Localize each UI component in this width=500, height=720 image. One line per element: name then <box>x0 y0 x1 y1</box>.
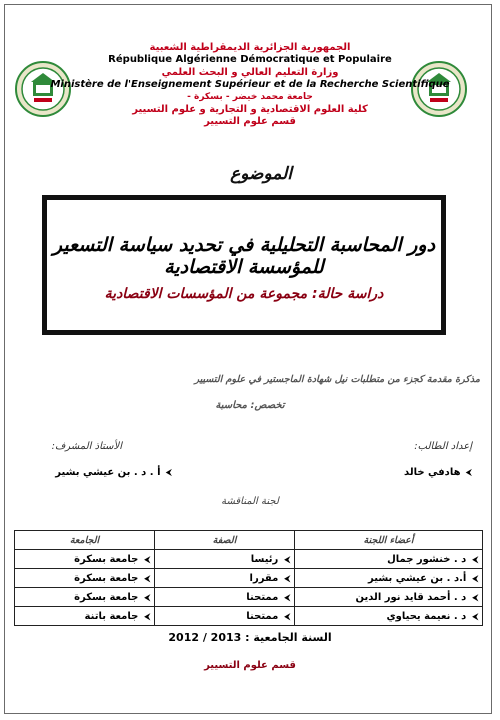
supervisor-label: الأستاذ المشرف: <box>51 441 122 452</box>
jury-cell <box>155 569 295 588</box>
jury-header-role: الصفة <box>155 531 295 550</box>
jury-cell <box>295 588 483 607</box>
arrow-left-icon: ⮜ <box>284 611 290 621</box>
student-block <box>312 460 472 479</box>
title-frame <box>42 195 446 335</box>
arrow-left-icon: ⮜ <box>144 611 150 621</box>
jury-table <box>14 530 483 626</box>
header-republic-french: République Algérienne Démocratique et Populaire <box>108 54 392 65</box>
jury-cell <box>295 607 483 626</box>
jury-university: جامعة بسكرة <box>74 553 139 565</box>
specialty: تخصص: محاسبة <box>215 400 285 411</box>
arrow-left-icon: ⮜ <box>144 592 150 602</box>
jury-cell <box>155 607 295 626</box>
jury-header-university: الجامعة <box>15 531 155 550</box>
table-row <box>15 569 483 588</box>
arrow-left-icon: ⮜ <box>284 554 290 564</box>
jury-university: جامعة باتنة <box>84 610 139 622</box>
jury-cell <box>15 607 155 626</box>
subject-label: الموضوع <box>230 164 292 184</box>
jury-member: د . أحمد قايد نور الدين <box>355 591 467 603</box>
table-row <box>15 607 483 626</box>
header-republic-arabic: الجمهورية الجزائرية الديمقراطية الشعبية <box>149 42 351 53</box>
footer-department: قسم علوم التسيير <box>204 660 296 671</box>
jury-member: د . نعيمة يحياوي <box>386 610 467 622</box>
student-label: إعداد الطالب: <box>414 441 472 452</box>
arrow-left-icon: ⮜ <box>472 592 478 602</box>
arrow-left-icon: ⮜ <box>472 554 478 564</box>
jury-cell <box>295 550 483 569</box>
jury-header-row <box>15 531 483 550</box>
arrow-left-icon: ⮜ <box>284 573 290 583</box>
jury-cell <box>15 588 155 607</box>
jury-header-member: أعضاء اللجنة <box>295 531 483 550</box>
supervisor-block <box>12 460 172 479</box>
header-ministry-french: Ministère de l'Enseignement Supérieur et de la Recherche Scientifique <box>50 79 450 90</box>
header-ministry-arabic: وزارة التعليم العالي و البحث العلمي <box>161 67 339 78</box>
committee-label: لجنة المناقشة <box>221 496 279 507</box>
arrow-left-icon: ⮜ <box>165 468 172 478</box>
arrow-left-icon: ⮜ <box>472 573 478 583</box>
memo-statement: مذكرة مقدمة كجزء من متطلبات نيل شهادة الماجستير في علوم التسيير <box>194 374 480 385</box>
arrow-left-icon: ⮜ <box>144 573 150 583</box>
academic-year <box>0 631 500 644</box>
table-row <box>15 588 483 607</box>
arrow-left-icon: ⮜ <box>284 592 290 602</box>
jury-member: د . خنشور جمال <box>387 553 467 565</box>
thesis-title: دور المحاسبة التحليلية في تحديد سياسة التسعير للمؤسسة الاقتصادية <box>52 234 436 278</box>
jury-role: ممتحنا <box>246 591 279 603</box>
jury-university: جامعة بسكرة <box>74 591 139 603</box>
jury-member: أ.د . بن عيشي بشير <box>368 572 467 584</box>
jury-role: رئيسا <box>250 553 279 565</box>
header-university: جامعة محمد خيضر - بسكرة - <box>187 92 313 102</box>
academic-year-value: 2012 / 2013 <box>168 631 242 644</box>
academic-year-label: السنة الجامعية : <box>245 631 332 644</box>
header-faculty: كلية العلوم الاقتصادية و التجارية و علوم التسيير <box>132 104 368 115</box>
jury-role: ممتحنا <box>246 610 279 622</box>
arrow-left-icon: ⮜ <box>144 554 150 564</box>
jury-cell <box>155 550 295 569</box>
jury-cell <box>155 588 295 607</box>
supervisor-name: أ . د . بن عيشي بشير <box>55 467 161 478</box>
student-name: هادفي خالد <box>404 467 461 478</box>
jury-role: مقررا <box>249 572 279 584</box>
jury-cell <box>15 550 155 569</box>
jury-cell <box>295 569 483 588</box>
table-row <box>15 550 483 569</box>
jury-cell <box>15 569 155 588</box>
arrow-left-icon: ⮜ <box>465 468 472 478</box>
arrow-left-icon: ⮜ <box>472 611 478 621</box>
jury-university: جامعة بسكرة <box>74 572 139 584</box>
thesis-subtitle: دراسة حالة: مجموعة من المؤسسات الاقتصادية <box>104 286 384 302</box>
header-department: قسم علوم التسيير <box>204 116 296 127</box>
